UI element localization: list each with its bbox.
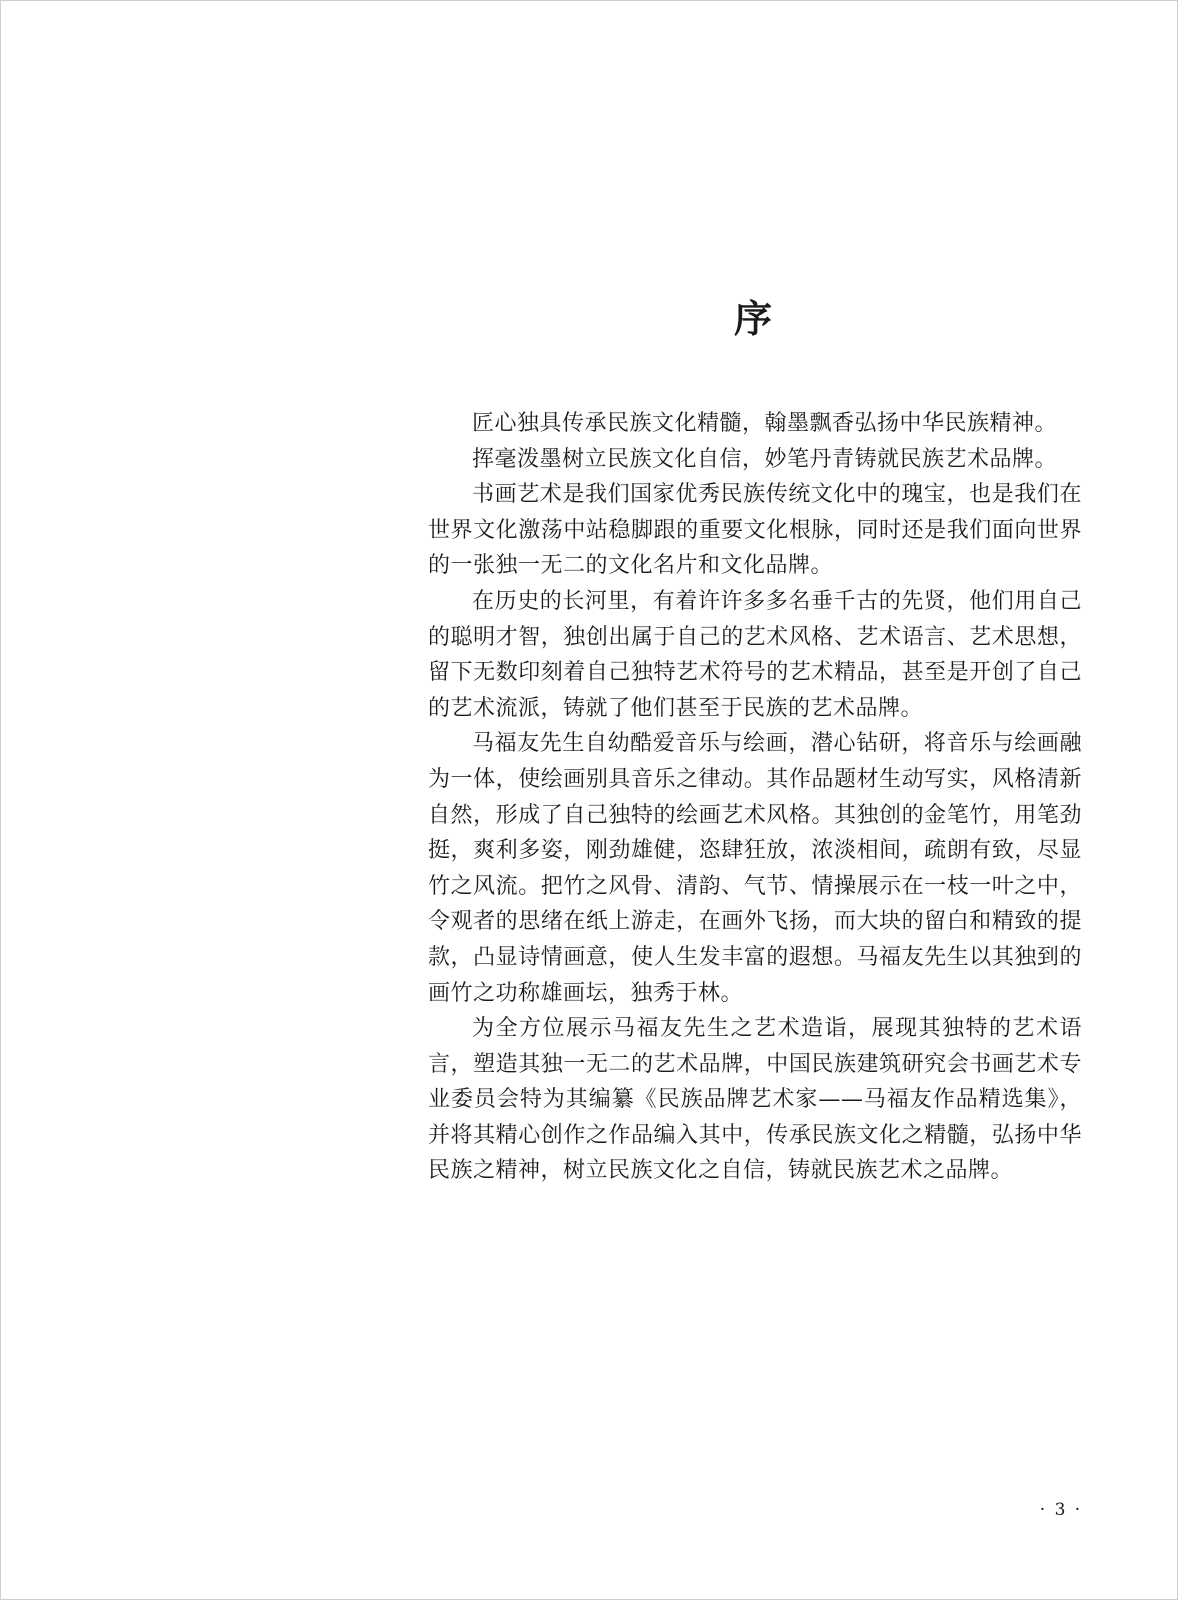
paragraph: 在历史的长河里，有着许许多多名垂千古的先贤，他们用自己的聪明才智，独创出属于自己的艺术风格、艺术语言、艺术思想，留下无数印刻着自己独特艺术符号的艺术精品，甚至是开创了自己的艺术流派，铸就了他们甚至于民族的艺术品牌。 bbox=[428, 588, 1082, 721]
paragraph: 书画艺术是我们国家优秀民族传统文化中的瑰宝，也是我们在世界文化激荡中站稳脚跟的重要文化根脉，同时还是我们面向世界的一张独一无二的文化名片和文化品牌。 bbox=[428, 482, 1082, 579]
page-title: 序 bbox=[733, 296, 774, 341]
page-number: · 3 · bbox=[1039, 1500, 1083, 1520]
paragraph: 为全方位展示马福友先生之艺术造诣，展现其独特的艺术语言，塑造其独一无二的艺术品牌，中国民族建筑研究会书画艺术专业委员会特为其编纂《民族品牌艺术家——马福友作品精选集》，并将其精心创作之作品编入其中，传承民族文化之精髓，弘扬中华民族之精神，树立民族文化之自信，铸就民族艺术之品牌。 bbox=[428, 1016, 1082, 1184]
preface-body bbox=[428, 406, 1082, 1189]
paragraph: 马福友先生自幼酷爱音乐与绘画，潜心钻研，将音乐与绘画融为一体，使绘画别具音乐之律动。其作品题材生动写实，风格清新自然，形成了自己独特的绘画艺术风格。其独创的金笔竹，用笔劲挺，爽利多姿，刚劲雄健，恣肆狂放，浓淡相间，疏朗有致，尽显竹之风流。把竹之风骨、清韵、气节、情操展示在一枝一叶之中，令观者的思绪在纸上游走，在画外飞扬，而大块的留白和精致的提款，凸显诗情画意，使人生发丰富的遐想。马福友先生以其独到的画竹之功称雄画坛，独秀于林。 bbox=[428, 731, 1082, 1006]
paragraph: 匠心独具传承民族文化精髓，翰墨飘香弘扬中华民族精神。 bbox=[472, 411, 1058, 436]
paragraph: 挥毫泼墨树立民族文化自信，妙笔丹青铸就民族艺术品牌。 bbox=[472, 446, 1058, 472]
